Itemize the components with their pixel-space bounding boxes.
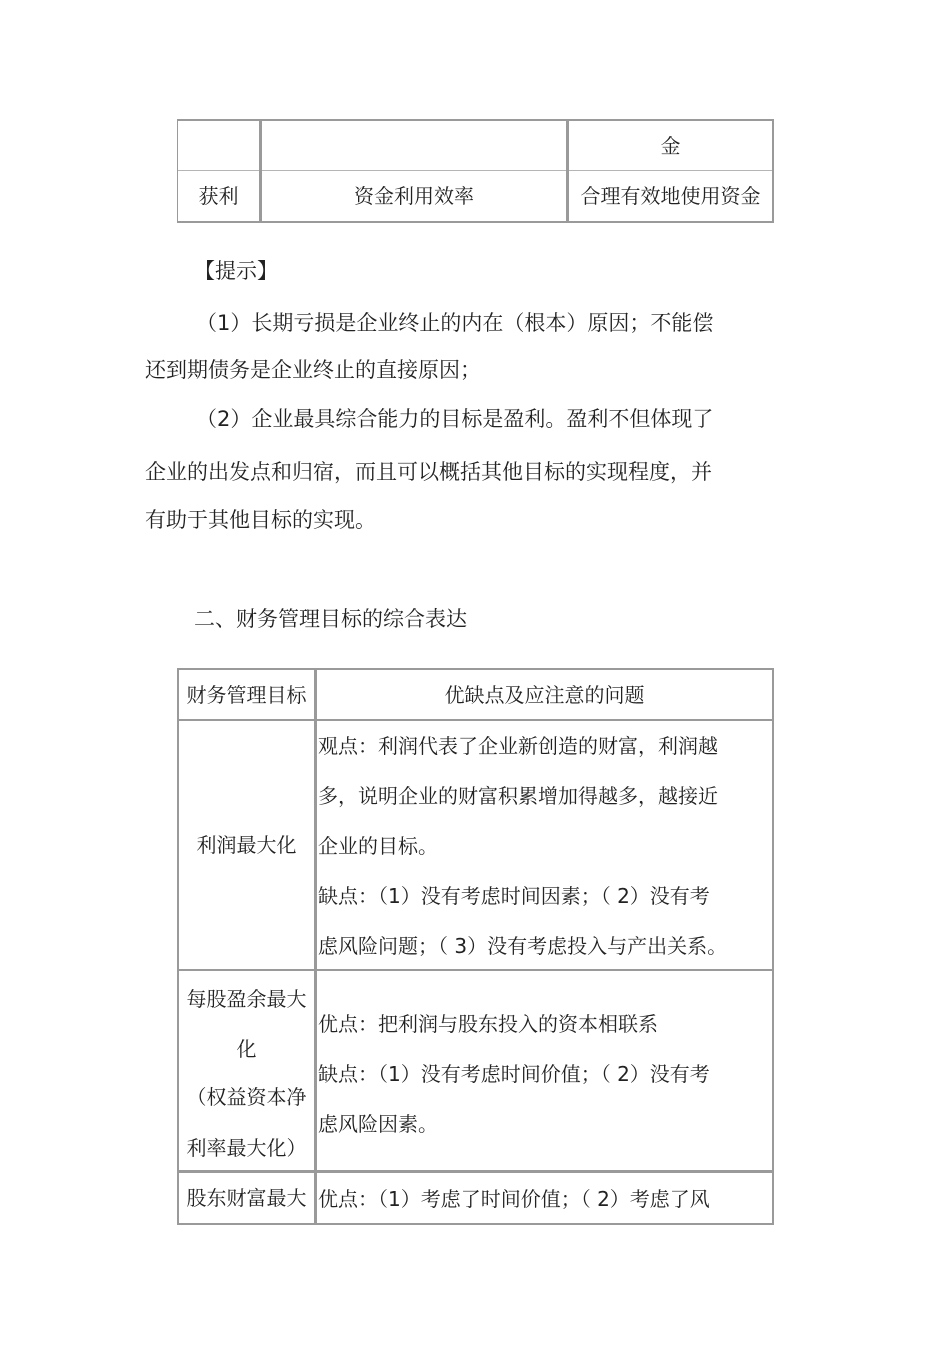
table-border [772,119,774,223]
cell-text-line: 虑风险因素。 [318,1112,438,1136]
cell-text-line: 优点：把利润与股东投入的资本相联系 [318,1012,658,1036]
table-border [177,969,774,971]
cell-text-line: 优点：（1）考虑了时间价值；（ 2）考虑了风 [318,1187,710,1211]
goal-cell-line: 化 [236,1037,257,1061]
paragraph-line: 有助于其他目标的实现。 [145,508,376,532]
paragraph-line: （2）企业最具综合能力的目标是盈利。盈利不但体现了 [196,407,714,431]
table-cell: 金 [660,133,681,158]
tip-heading: 【提示】 [194,259,278,283]
table-cell: 合理有效地使用资金 [580,184,761,208]
table-border [314,668,317,1225]
goal-cell-line: 每股盈余最大 [186,987,307,1011]
section-heading: 二、财务管理目标的综合表达 [194,607,467,631]
cell-text-line: 多，说明企业的财富积累增加得越多，越接近 [318,784,718,808]
paragraph-line: （1）长期亏损是企业终止的内在（根本）原因；不能偿 [196,311,714,335]
table-cell [262,121,566,170]
table-border [772,668,774,1225]
table-border [177,1223,774,1225]
paragraph-line: 还到期债务是企业终止的直接原因； [145,358,481,382]
cell-text-line: 虑风险问题；（ 3）没有考虑投入与产出关系。 [318,934,728,958]
goal-cell: 利润最大化 [196,833,297,857]
table-border [177,221,774,223]
table-cell [178,121,259,170]
cell-text-line: 缺点：（1）没有考虑时间价值；（ 2）没有考 [318,1062,710,1086]
cell-text-line: 缺点：（1）没有考虑时间因素；（ 2）没有考 [318,884,710,908]
table-header-cell: 优缺点及应注意的问题 [444,682,645,707]
goal-cell-line: 利率最大化） [186,1136,307,1160]
cell-text-line: 观点：利润代表了企业新创造的财富，利润越 [318,734,718,758]
table-header-cell: 财务管理目标 [186,682,307,707]
table-cell: 获利 [198,184,239,208]
paragraph-line: 企业的出发点和归宿，而且可以概括其他目标的实现程度，并 [145,460,712,484]
table-cell: 资金利用效率 [354,184,474,208]
goal-cell: 股东财富最大 [186,1186,307,1210]
goal-cell-line: （权益资本净 [186,1085,307,1109]
cell-text-line: 企业的目标。 [318,834,438,858]
